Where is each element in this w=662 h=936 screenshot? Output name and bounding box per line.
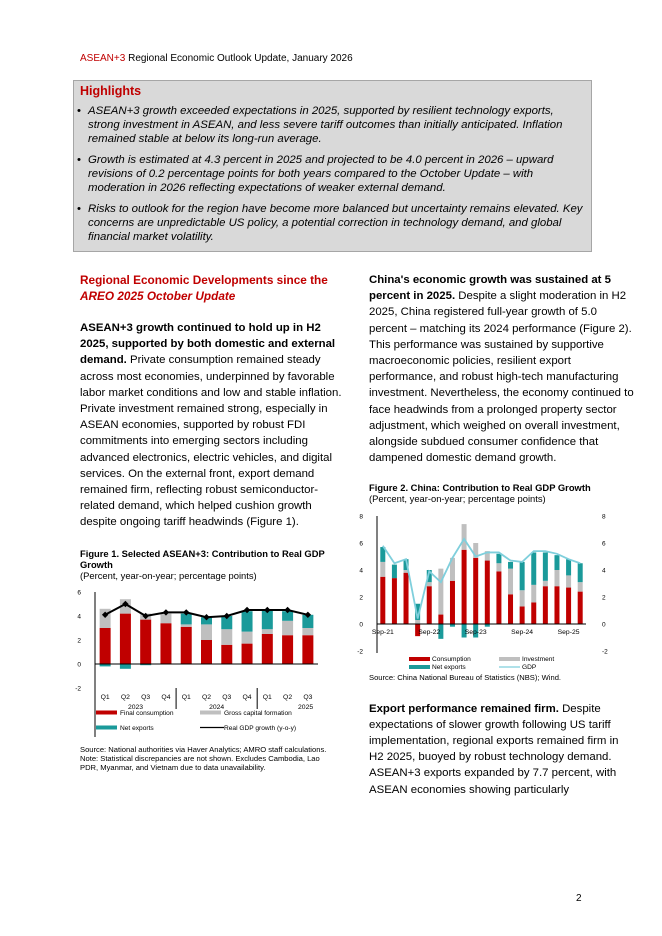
bar-segment: [543, 581, 548, 586]
figure-2-subtitle: (Percent, year-on-year; percentage points): [369, 493, 546, 505]
left-column: [75, 272, 345, 773]
bar-segment: [438, 569, 443, 615]
paragraph-body: Private consumption remained steady across most economies, underpinned by favorable labor market conditions and low and stable inflation. Private investment remained strong, especially in ASEAN economies, supported by robust FDI commitments into emerging sectors including advanced electronics, electric vehicles, and digital services. On the external front, export demand remained firm, reflecting robust semiconductor-related demand, which helped cushion growth despite ongoing tariff headwinds (Figure 1).: [80, 354, 342, 529]
bar-segment: [462, 550, 467, 624]
svg-text:Q2: Q2: [283, 693, 293, 701]
bar-segment: [554, 556, 559, 571]
svg-text:0: 0: [77, 661, 81, 669]
figure-1-source: Source: National authorities via Haver Analytics; AMRO staff calculations.: [80, 744, 327, 754]
bar-segment: [520, 562, 525, 590]
svg-text:Q2: Q2: [201, 693, 212, 701]
figure-1-note: Note: Statistical discrepancies are not shown. Excludes Cambodia, Lao PDR, Myanmar, and Vietnam due to data unavailability.: [80, 753, 320, 773]
svg-text:Real GDP growth (y-o-y): Real GDP growth (y-o-y): [224, 724, 297, 732]
bar-segment: [392, 579, 397, 625]
figure-1-chart: [75, 584, 330, 739]
bar-segment: [543, 587, 548, 625]
paragraph-body: Despite expectations of slower growth following US tariff implementation, regional exports remained firm in H2 2025, buoyed by robust technology demand. ASEAN+3 exports expanded by 7.7 percent, with ASEAN economies showing particularly: [369, 702, 619, 796]
svg-text:Q1: Q1: [181, 693, 191, 701]
bar-segment: [242, 643, 253, 663]
svg-text:6: 6: [602, 540, 606, 548]
bar-segment: [543, 553, 548, 581]
bar-segment: [380, 577, 385, 624]
bar-segment: [120, 664, 131, 669]
svg-text:Gross capital formation: Gross capital formation: [224, 709, 292, 717]
svg-text:Net exports: Net exports: [120, 724, 154, 732]
section-title-italic: AREO 2025 October Update: [80, 289, 236, 303]
svg-text:Sep-25: Sep-25: [557, 629, 580, 637]
bar-segment: [392, 565, 397, 579]
bar-segment: [473, 558, 478, 624]
header-title: Regional Economic Outlook Update, January 2026: [125, 53, 353, 64]
figure-1-title: Figure 1. Selected ASEAN+3: Contribution to Real GDP Growth: [80, 547, 325, 570]
svg-text:2: 2: [77, 637, 81, 645]
svg-text:Sep-23: Sep-23: [464, 629, 487, 637]
highlight-item: • ASEAN+3 growth exceeded expectations in 2025, supported by resilient technology exports, strong investment in ASEAN, and less severe tariff outcomes than initially anticipated. Inflation remained stable at below its long-run average.: [76, 104, 591, 146]
bar-segment: [450, 581, 455, 624]
bar-segment: [520, 591, 525, 607]
figure-1-notes: [80, 745, 330, 773]
svg-text:-2: -2: [75, 685, 81, 693]
bar-segment: [201, 640, 212, 664]
svg-text:Q4: Q4: [161, 693, 171, 701]
svg-text:Sep-21: Sep-21: [371, 629, 394, 637]
bar-segment: [380, 562, 385, 577]
svg-text:2: 2: [359, 594, 363, 602]
bar-segment: [181, 624, 192, 626]
bar-segment: [160, 623, 171, 664]
bar-segment: [221, 644, 232, 663]
bar-segment: [531, 603, 536, 625]
bar-segment: [262, 629, 273, 634]
svg-text:Final consumption: Final consumption: [120, 709, 174, 717]
figure-2: [357, 482, 619, 683]
svg-text:2023: 2023: [127, 703, 144, 711]
svg-text:Q3: Q3: [141, 693, 151, 701]
bar-segment: [242, 631, 253, 643]
bar-segment: [554, 587, 559, 625]
bar-segment: [302, 628, 313, 635]
svg-text:2: 2: [602, 594, 606, 602]
bar-segment: [508, 595, 513, 625]
bar-segment: [496, 554, 501, 563]
bar-segment: [566, 588, 571, 624]
bar-segment: [262, 634, 273, 664]
bar-segment: [566, 560, 571, 576]
bar-segment: [531, 553, 536, 585]
bar-segment: [578, 564, 583, 583]
svg-text:Consumption: Consumption: [432, 656, 471, 664]
bar-segment: [140, 619, 151, 663]
bar-segment: [520, 607, 525, 625]
svg-text:-2: -2: [357, 648, 363, 656]
highlight-item: • Risks to outlook for the region have become more balanced but uncertainty remains elevated. Key concerns are unpredictable US policy, a potential correction in technology demand, and global financial market volatility.: [76, 202, 591, 244]
svg-text:GDP: GDP: [522, 664, 537, 672]
bar-segment: [427, 583, 432, 587]
svg-text:2025: 2025: [298, 703, 314, 711]
header-brand: ASEAN+3: [80, 53, 126, 64]
svg-text:Q3: Q3: [303, 693, 313, 701]
figure-2-chart: [357, 511, 619, 672]
bar-segment: [496, 564, 501, 572]
paragraph-body: Despite a slight moderation in H2 2025, China registered full-year growth of 5.0 percent – matching its 2024 performance (Figure 2). This performance was sustained by supportive macroeconomic policies, resilient export performance, and robust high-tech manufacturing investment. Nevertheless, the economy continued to face headwinds from a prolonged property sector adjustment, which weighed on overall investment, alongside subdued consumer confidence that dampened domestic demand growth.: [369, 290, 634, 465]
figure-1: [75, 547, 330, 773]
highlights-list: [74, 104, 591, 244]
bar-segment: [302, 635, 313, 664]
svg-text:Sep-22: Sep-22: [418, 629, 441, 637]
highlights-title: Highlights: [80, 84, 142, 98]
svg-text:0: 0: [359, 621, 363, 629]
bar-segment: [578, 583, 583, 592]
svg-text:Sep-24: Sep-24: [511, 629, 534, 637]
bar-segment: [242, 611, 253, 631]
paragraph-lead: China's economic growth was sustained at 5 percent in 2025.: [369, 274, 611, 303]
paragraph-lead: Export performance remained firm.: [369, 702, 559, 715]
bar-segment: [496, 572, 501, 625]
bar-segment: [485, 561, 490, 624]
bar-segment: [120, 613, 131, 663]
bar-segment: [201, 624, 212, 640]
svg-text:8: 8: [359, 513, 363, 521]
section-title-text: Regional Economic Developments since the: [80, 273, 328, 287]
figure-2-title: Figure 2. China: Contribution to Real GDP Growth: [369, 482, 591, 494]
svg-text:8: 8: [602, 513, 606, 521]
bar-segment: [282, 620, 293, 634]
svg-text:Net exports: Net exports: [432, 664, 466, 672]
paragraph-export-performance: [369, 701, 634, 798]
svg-text:-2: -2: [602, 648, 608, 656]
svg-text:4: 4: [359, 567, 363, 575]
svg-text:6: 6: [77, 589, 81, 597]
paragraph-china-growth: [369, 272, 634, 466]
paragraph-asean-growth: [80, 320, 345, 531]
svg-text:Q4: Q4: [242, 693, 252, 701]
svg-text:2024: 2024: [209, 703, 225, 711]
bar-segment: [221, 629, 232, 645]
bar-segment: [100, 628, 111, 664]
highlight-item: • Growth is estimated at 4.3 percent in 2025 and projected to be 4.0 percent in 2026 – upward revisions of 0.2 percentage points for both years compared to the October Update – with moderation in 2026 reflecting expectations of weaker external demand.: [76, 153, 591, 195]
right-column: [357, 272, 634, 798]
svg-text:Q3: Q3: [222, 693, 232, 701]
bar-segment: [427, 587, 432, 625]
figure-1-subtitle: (Percent, year-on-year; percentage points): [80, 569, 257, 581]
section-title: [80, 272, 345, 304]
bar-segment: [404, 573, 409, 624]
bar-segment: [531, 585, 536, 603]
running-header: [80, 53, 353, 64]
svg-text:4: 4: [77, 613, 81, 621]
bar-segment: [462, 525, 467, 551]
bar-segment: [554, 570, 559, 586]
bar-segment: [438, 615, 443, 624]
highlights-box: [73, 80, 592, 252]
bar-segment: [508, 569, 513, 595]
bar-segment: [578, 592, 583, 624]
svg-text:Q2: Q2: [120, 693, 130, 701]
figure-2-source: Source: China National Bureau of Statistics (NBS); Wind.: [369, 673, 562, 683]
bar-segment: [415, 620, 420, 624]
svg-text:0: 0: [602, 621, 606, 629]
svg-text:Q1: Q1: [262, 693, 272, 701]
bar-segment: [181, 626, 192, 663]
svg-text:Investment: Investment: [522, 656, 555, 664]
bar-segment: [282, 635, 293, 664]
svg-text:6: 6: [359, 540, 363, 548]
svg-text:4: 4: [602, 567, 606, 575]
bar-segment: [566, 576, 571, 588]
bar-segment: [508, 562, 513, 569]
paragraph-lead: ASEAN+3 growth continued to hold up in H2 2025, supported by both domestic and external demand.: [80, 322, 336, 367]
svg-text:Q1: Q1: [100, 693, 110, 701]
page-number: 2: [576, 893, 582, 904]
